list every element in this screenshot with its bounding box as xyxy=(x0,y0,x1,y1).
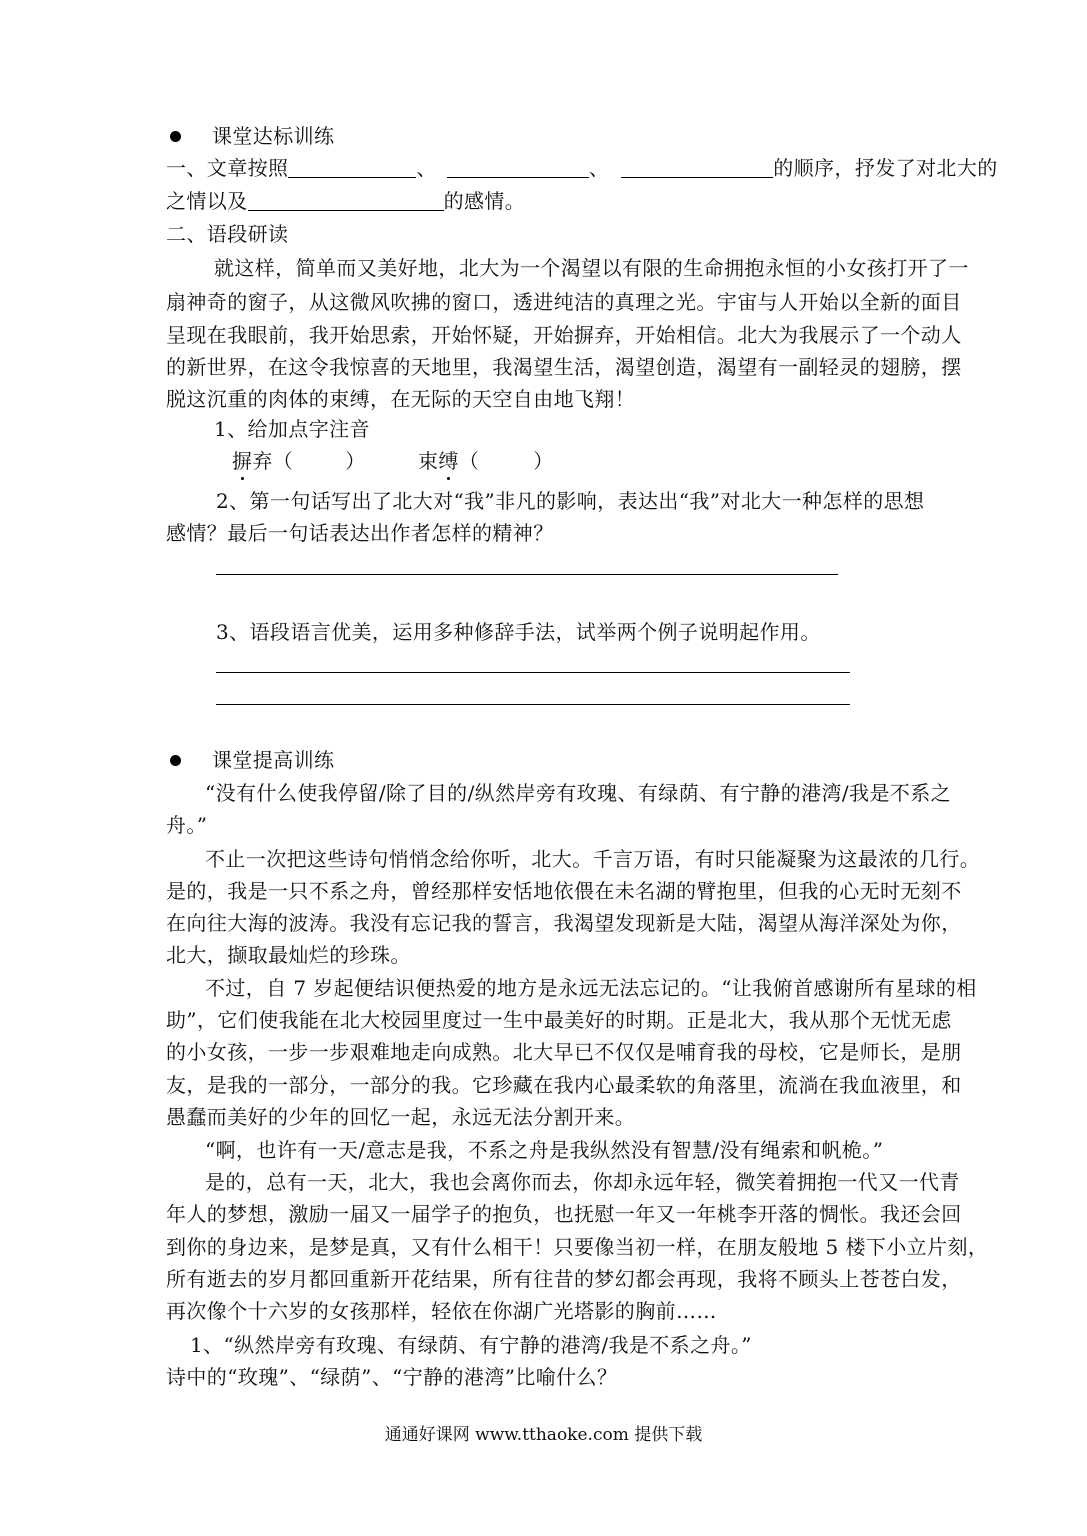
answer-line-2[interactable] xyxy=(216,672,850,673)
reading-line-17: 再次像个十六岁的女孩那样，轻依在你湖广光塔影的胸前…… xyxy=(166,1299,717,1323)
reading-line-13: 是的，总有一天，北大，我也会离你而去，你却永远年轻，微笑着拥抱一代又一代青 xyxy=(205,1170,960,1194)
bullet-icon xyxy=(170,131,181,142)
sub-question-3: 3、语段语言优美，运用多种修辞手法，试举两个例子说明起作用。 xyxy=(216,620,821,644)
answer-line-3[interactable] xyxy=(216,704,850,705)
passage-line-4: 的新世界，在这令我惊喜的天地里，我渴望生活，渴望创造，渴望有一副轻灵的翅膀，摆 xyxy=(166,355,962,379)
sub-question-2-line-2: 感情？最后一句话表达出作者怎样的精神？ xyxy=(166,521,554,545)
reading-line-2: 舟。” xyxy=(166,813,208,837)
reading-line-11: 愚蠢而美好的少年的回忆一起，永远无法分割开来。 xyxy=(166,1105,636,1129)
reading-line-4: 是的，我是一只不系之舟，曾经那样安恬地依偎在未名湖的臂抱里，但我的心无时无刻不 xyxy=(166,879,962,903)
reading-line-14: 年人的梦想，激励一届又一届学子的抱负，也抚慰一年又一年桃李开落的惆怅。我还会回 xyxy=(166,1202,962,1226)
question-1-line-1: 一、文章按照 、 、 的顺序，抒发了对北大的 xyxy=(166,156,998,180)
pinyin-item-2: 束缚（ ） xyxy=(418,449,554,473)
question-1-line-2: 之情以及 的感情。 xyxy=(166,189,526,213)
reading-line-6: 北大，撷取最灿烂的珍珠。 xyxy=(166,943,411,967)
dotted-char-2: 缚 xyxy=(438,449,459,473)
page-footer: 通通好课网 www.tthaoke.com 提供下载 xyxy=(384,1425,703,1445)
reading-line-1: “没有什么使我停留/除了目的/纵然岸旁有玫瑰、有绿荫、有宁静的港湾/我是不系之 xyxy=(205,781,952,805)
reading-line-5: 在向往大海的波涛。我没有忘记我的誓言，我渴望发现新是大陆，渴望从海洋深处为你， xyxy=(166,911,962,935)
reading-line-3: 不止一次把这些诗句悄悄念给你听，北大。千言万语，有时只能凝聚为这最浓的几行。 xyxy=(205,847,981,871)
reading-line-7: 不过，自 7 岁起便结识便热爱的地方是永远无法忘记的。“让我俯首感谢所有星球的相 xyxy=(205,976,977,1000)
answer-blank-3[interactable] xyxy=(621,159,773,178)
reading-line-9: 的小女孩，一步一步艰难地走向成熟。北大早已不仅仅是哺育我的母校，它是师长，是朋 xyxy=(166,1040,962,1064)
reading-line-15: 到你的身边来，是梦是真，又有什么相干！只要像当初一样，在朋友般地 5 楼下小立片刻， xyxy=(166,1235,989,1259)
answer-line-1[interactable] xyxy=(216,574,838,575)
sub-question-1: 1、给加点字注音 xyxy=(214,417,370,441)
answer-blank-4[interactable] xyxy=(248,192,444,211)
section-header-advanced-practice: 课堂提高训练 xyxy=(166,748,334,772)
question-2-title: 二、语段研读 xyxy=(166,222,289,246)
reading-line-10: 友，是我的一部分，一部分的我。它珍藏在我内心最柔软的角落里，流淌在我血液里，和 xyxy=(166,1073,962,1097)
reading-question-1-prompt: 诗中的“玫瑰”、“绿荫”、“宁静的港湾”比喻什么？ xyxy=(166,1365,618,1389)
section-header-classroom-practice: 课堂达标训练 xyxy=(166,124,334,148)
passage-line-1: 就这样，简单而又美好地，北大为一个渴望以有限的生命拥抱永恒的小女孩打开了一 xyxy=(214,256,969,280)
passage-line-5: 脱这沉重的肉体的束缚，在无际的天空自由地飞翔！ xyxy=(166,387,636,411)
pinyin-item-1: 摒弃（ ） xyxy=(232,449,366,473)
reading-question-1: 1、“纵然岸旁有玫瑰、有绿荫、有宁静的港湾/我是不系之舟。” xyxy=(190,1333,752,1357)
passage-line-2: 扇神奇的窗子，从这微风吹拂的窗口，透进纯洁的真理之光。宇宙与人开始以全新的面目 xyxy=(166,290,962,314)
reading-line-16: 所有逝去的岁月都回重新开花结果，所有往昔的梦幻都会再现，我将不顾头上苍苍白发， xyxy=(166,1267,962,1291)
sub-question-2-line-1: 2、第一句话写出了北大对“我”非凡的影响，表达出“我”对北大一种怎样的思想 xyxy=(216,489,925,513)
passage-line-3: 呈现在我眼前，我开始思索，开始怀疑，开始摒弃，开始相信。北大为我展示了一个动人 xyxy=(166,323,962,347)
reading-line-8: 助”，它们使我能在北大校园里度过一生中最美好的时期。正是北大，我从那个无忧无虑 xyxy=(166,1008,952,1032)
bullet-icon xyxy=(170,755,181,766)
dotted-char-1: 摒 xyxy=(232,449,253,473)
answer-blank-1[interactable] xyxy=(288,159,416,178)
reading-line-12: “啊，也许有一天/意志是我，不系之舟是我纵然没有智慧/没有绳索和帆桅。” xyxy=(205,1138,884,1162)
answer-blank-2[interactable] xyxy=(447,159,589,178)
